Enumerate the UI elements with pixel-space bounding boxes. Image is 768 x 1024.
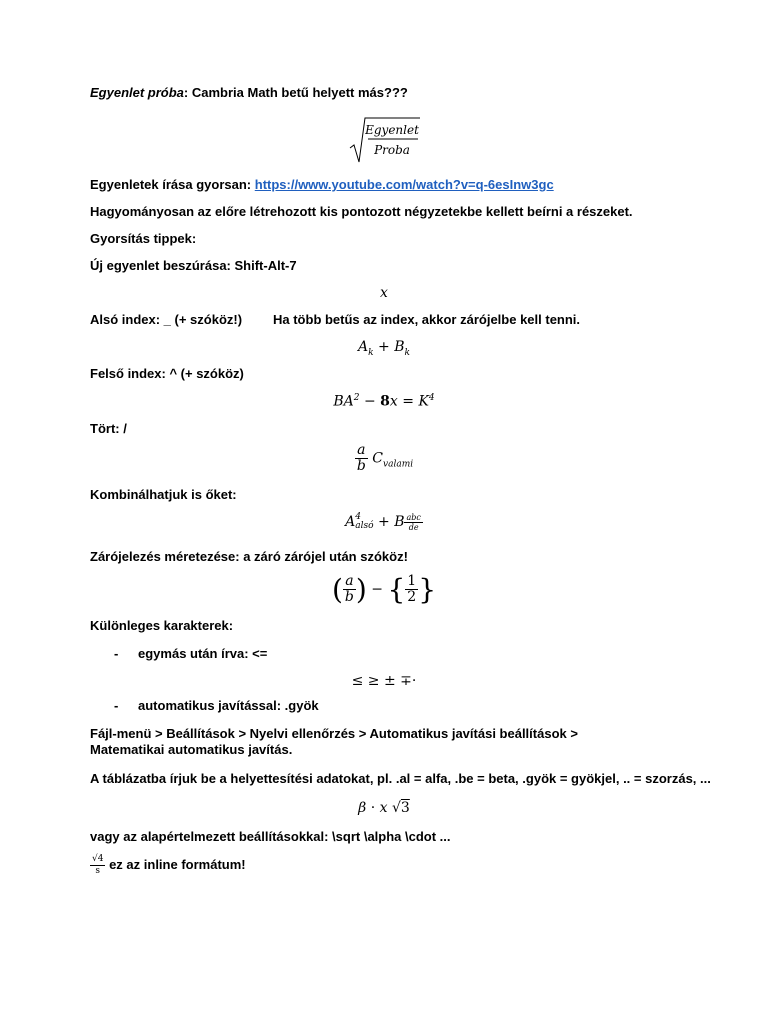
eq5-denominator: b — [356, 458, 366, 474]
fraction-denominator: Proba — [374, 143, 410, 157]
title-rest: : Cambria Math betű helyett más??? — [183, 85, 408, 100]
link-label: Egyenletek írása gyorsan: — [90, 177, 255, 192]
eq3-a-sub: k — [368, 347, 374, 358]
title-line — [90, 85, 408, 101]
paragraph-combine: Kombinálhatjuk is őket: — [90, 487, 237, 502]
eq7-den1: b — [344, 589, 354, 605]
eq7-lparen: ( — [331, 573, 343, 606]
paragraph-tips-heading: Gyorsítás tippek: — [90, 231, 197, 246]
paragraph-latex: vagy az alapértelmezett beállításokkal: \sqrt \alpha \cdot ... — [90, 829, 451, 844]
equation-beta-sqrt — [0, 800, 768, 816]
eq4-k: K — [418, 393, 429, 410]
eq9-x: x — [379, 800, 388, 816]
paragraph-menu-path: Fájl-menü > Beállítások > Nyelvi ellenőrzés > Automatikus javítási beállítások > Matematikai automatikus javítás. — [90, 726, 578, 757]
eq6-b: B — [394, 514, 405, 530]
eq9-sqrt: √ — [391, 800, 401, 816]
bullet-item-autocorrect: automatikus javítással: .gyök — [138, 698, 319, 713]
eq4-a: A — [343, 393, 354, 410]
eq6-plus: + — [373, 514, 395, 530]
eq7-num1: a — [343, 574, 356, 590]
eq3-a: A — [358, 339, 369, 355]
inline-fraction-den: s — [95, 866, 101, 876]
paragraph-bracket-sizing: Zárójelezés méretezése: a záró zárójel után szóköz! — [90, 549, 408, 564]
eq4-a-sup: 2 — [353, 393, 360, 403]
inline-fraction — [90, 854, 105, 877]
paragraph-traditional: Hagyományosan az előre létrehozott kis pontozott négyzetekbe kellett beírni a részeket. — [90, 204, 633, 219]
eq7-rparen: ) — [355, 573, 367, 606]
equation-fraction — [0, 443, 768, 474]
sqrt-fraction-svg — [348, 114, 420, 166]
eq6-scripts — [355, 513, 373, 531]
eq7-num2: 1 — [407, 573, 417, 589]
paragraph-inline-format — [90, 854, 246, 877]
eq4-k-sup: 4 — [428, 393, 435, 403]
eq4-b: B — [333, 393, 344, 410]
paragraph-special-chars: Különleges karakterek: — [90, 618, 234, 633]
equation-brackets — [0, 573, 768, 606]
eq3-b: B — [394, 339, 405, 355]
bullet-item-inline: egymás után írva: <= — [138, 646, 268, 661]
equation-combined — [0, 513, 768, 532]
equation-symbols: ≤ ≥ ± ∓· — [351, 673, 417, 689]
link-line — [90, 177, 554, 193]
eq6-b-sup-fraction — [404, 513, 422, 532]
eq5-fraction — [355, 443, 368, 474]
eq7-minus: − — [366, 581, 388, 598]
eq7-fraction1 — [343, 574, 356, 605]
eq3-b-sub: k — [404, 347, 410, 358]
eq6-a-sub: alsó — [355, 521, 374, 531]
inline-format-text: ez az inline formátum! — [105, 856, 246, 872]
fraction-numerator: Egyenlet — [365, 123, 419, 137]
paragraph-subscript: Alsó index: _ (+ szóköz!) — [90, 312, 243, 327]
equation-x: x — [380, 285, 388, 301]
eq9-dot: · — [366, 800, 380, 816]
paragraph-fraction: Tört: / — [90, 421, 127, 436]
paragraph-table: A táblázatba írjuk be a helyettesítési adatokat, pl. .al = alfa, .be = beta, .gyök = gyökjel, .. = szorzás, ... — [90, 771, 711, 786]
eq4-eight: 8 — [380, 393, 390, 410]
eq4-minus: − — [359, 393, 381, 410]
eq4-x: x — [389, 393, 398, 410]
eq9-beta: β — [358, 800, 367, 816]
eq9-three: 3 — [400, 800, 410, 816]
eq5-numerator: a — [355, 443, 368, 459]
eq5-c: C — [372, 450, 384, 467]
equation-superscripts — [0, 393, 768, 410]
eq3-plus: + — [373, 339, 395, 355]
eq6-a: A — [345, 514, 356, 530]
equation-sqrt-fraction — [0, 114, 768, 166]
title-italic: Egyenlet próba — [90, 85, 184, 100]
inline-fraction-num: √4 — [92, 854, 104, 864]
eq7-lbrace: { — [387, 573, 406, 606]
bullet-dash-1: - — [114, 646, 119, 661]
eq4-equals: = — [397, 393, 419, 410]
eq7-den2: 2 — [407, 589, 417, 605]
eq7-fraction2 — [405, 574, 418, 605]
paragraph-new-equation: Új egyenlet beszúrása: Shift-Alt-7 — [90, 258, 297, 273]
paragraph-subscript-note: Ha több betűs az index, akkor zárójelbe kell tenni. — [273, 312, 581, 327]
paragraph-superscript: Felső index: ^ (+ szóköz) — [90, 366, 244, 381]
bullet-dash-2: - — [114, 698, 119, 713]
eq6-a-sup: 4 — [355, 512, 361, 522]
eq6-b-sup-num: abc — [406, 513, 421, 522]
eq7-rbrace: } — [418, 573, 437, 606]
youtube-link[interactable]: https://www.youtube.com/watch?v=q-6esInw3gc — [254, 177, 554, 192]
eq6-b-sup-den: de — [408, 523, 419, 532]
eq5-c-sub: valami — [383, 459, 414, 470]
equation-subscripts — [0, 339, 768, 358]
